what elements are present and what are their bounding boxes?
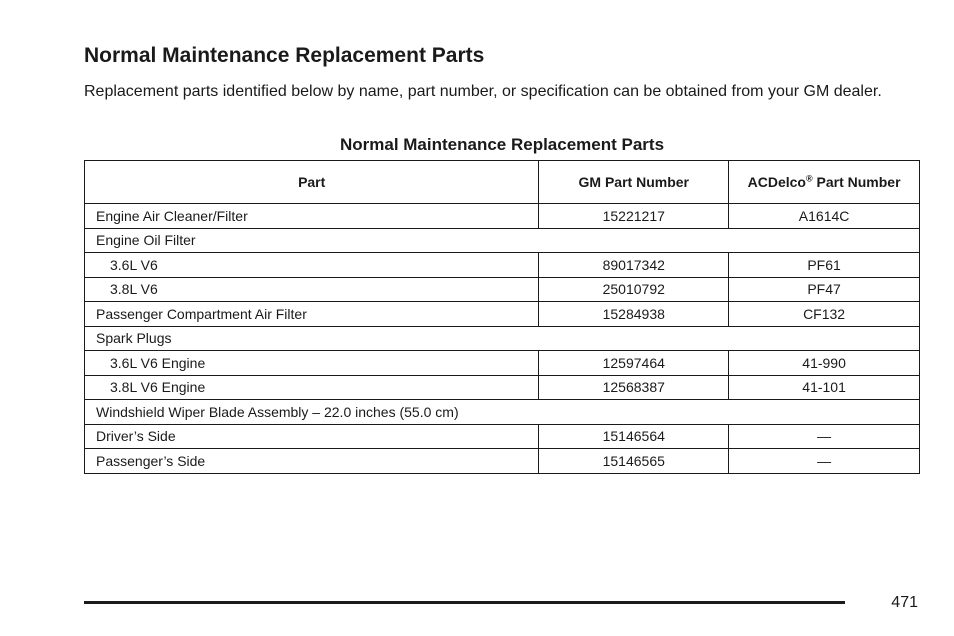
- table-group-row: [85, 228, 920, 253]
- header-part: Part: [85, 161, 539, 204]
- part-cell: Passenger’s Side: [85, 449, 539, 474]
- footer-rule: [84, 601, 845, 604]
- gm-part-number-cell: 12597464: [539, 351, 729, 376]
- gm-part-number-cell: 15221217: [539, 204, 729, 229]
- table-row: [85, 375, 920, 400]
- gm-part-number-cell: 25010792: [539, 277, 729, 302]
- acdelco-part-number-cell: PF47: [729, 277, 920, 302]
- table-row: [85, 277, 920, 302]
- table-group-row: [85, 326, 920, 351]
- table-row: [85, 424, 920, 449]
- header-acdelco-rest: Part Number: [816, 174, 901, 190]
- page-number: 471: [891, 594, 918, 611]
- part-cell: 3.6L V6 Engine: [85, 351, 539, 376]
- group-label: Engine Oil Filter: [85, 228, 920, 253]
- table-row: [85, 253, 920, 278]
- table-row: [85, 351, 920, 376]
- gm-part-number-cell: 12568387: [539, 375, 729, 400]
- header-gm-part-number: GM Part Number: [539, 161, 729, 204]
- table-header-row: [85, 161, 920, 204]
- table-title: Normal Maintenance Replacement Parts: [339, 135, 665, 154]
- part-cell: 3.8L V6 Engine: [85, 375, 539, 400]
- acdelco-part-number-cell: —: [729, 424, 920, 449]
- gm-part-number-cell: 15146565: [539, 449, 729, 474]
- acdelco-part-number-cell: 41-101: [729, 375, 920, 400]
- registered-mark: ®: [805, 173, 813, 184]
- table-group-row: [85, 400, 920, 425]
- part-cell: 3.6L V6: [85, 253, 539, 278]
- gm-part-number-cell: 15146564: [539, 424, 729, 449]
- part-cell: Engine Air Cleaner/Filter: [85, 204, 539, 229]
- group-label: Windshield Wiper Blade Assembly – 22.0 inches (55.0 cm): [85, 400, 920, 425]
- page-title: Normal Maintenance Replacement Parts: [84, 44, 485, 67]
- group-label: Spark Plugs: [85, 326, 920, 351]
- acdelco-part-number-cell: —: [729, 449, 920, 474]
- gm-part-number-cell: 89017342: [539, 253, 729, 278]
- acdelco-part-number-cell: CF132: [729, 302, 920, 327]
- part-cell: Driver’s Side: [85, 424, 539, 449]
- table-row: [85, 449, 920, 474]
- parts-table: [84, 160, 920, 474]
- gm-part-number-cell: 15284938: [539, 302, 729, 327]
- acdelco-part-number-cell: A1614C: [729, 204, 920, 229]
- intro-paragraph: Replacement parts identified below by name, part number, or specification can be obtained from your GM dealer.: [84, 83, 882, 100]
- header-acdelco-brand: ACDelco: [747, 174, 806, 190]
- acdelco-part-number-cell: PF61: [729, 253, 920, 278]
- table-row: [85, 204, 920, 229]
- part-cell: Passenger Compartment Air Filter: [85, 302, 539, 327]
- table-row: [85, 302, 920, 327]
- header-acdelco-part-number: [729, 161, 920, 204]
- acdelco-part-number-cell: 41-990: [729, 351, 920, 376]
- part-cell: 3.8L V6: [85, 277, 539, 302]
